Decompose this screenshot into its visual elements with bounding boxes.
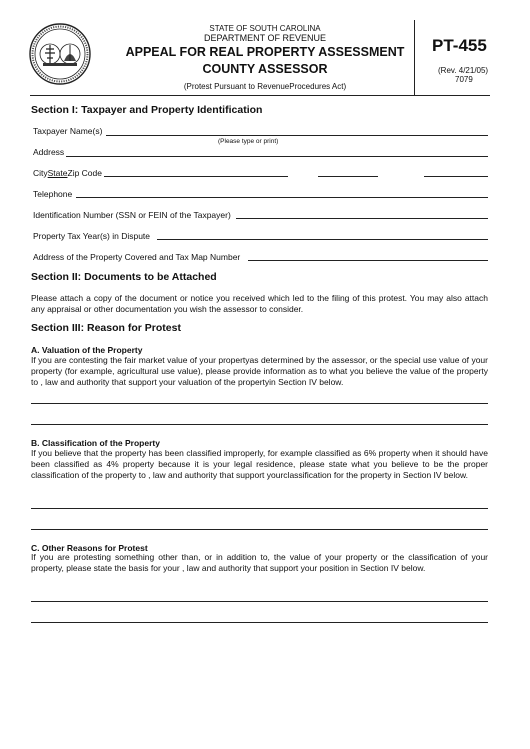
header-divider [414,20,415,96]
city-state-zip-label [33,168,102,178]
form-number: PT-455 [432,36,487,55]
taxpayer-names-label: Taxpayer Name(s) [33,126,103,136]
other-reasons-heading: C. Other Reasons for Protest [31,543,148,553]
property-address-label: Address of the Property Covered and Tax Map Number [33,252,241,262]
section2-heading: Section II: Documents to be Attached [31,271,217,283]
form-title [100,44,430,78]
section1-heading: Section I: Taxpayer and Property Identification [31,104,263,116]
telephone-field[interactable] [76,197,488,198]
identification-field[interactable] [236,218,488,219]
address-label: Address [33,147,65,157]
header-rule [30,95,490,96]
valuation-body: If you are contesting the fair market value of your propertyas determined by the assessor, or the special use value of your property (for example, agricultural use value), please provide information as to what you believe the value of the property to , law and authority that support your valuation of the propertyin Section IV below. [31,355,488,387]
tax-years-field[interactable] [157,239,488,240]
property-address-field[interactable] [248,260,488,261]
form-subtitle: (Protest Pursuant to RevenueProcedures Act) [183,82,347,91]
other-reasons-line-1[interactable] [31,601,488,602]
state-seal-icon [29,23,91,85]
form-code: 7079 [455,75,473,84]
state-field[interactable] [318,176,378,177]
classification-heading: B. Classification of the Property [31,438,160,448]
section3-heading: Section III: Reason for Protest [31,322,181,334]
revision-date: (Rev. 4/21/05) [438,66,489,75]
valuation-heading: A. Valuation of the Property [31,345,143,355]
department-name: DEPARTMENT OF REVENUE [203,33,327,43]
classification-body: If you believe that the property has been classified improperly, for example classified as 6% property when it should have been classified as 4% property because it is your legal residence, please state what you believe to be the proper classification of the property to , law and authority that support yourclassification for the property in Section IV below. [31,448,488,480]
section2-body: Please attach a copy of the document or notice you received which led to the filing of this protest. You may also attach any appraisal or other documentation you wish the assessor to consider. [31,293,488,314]
valuation-line-1[interactable] [31,403,488,404]
other-reasons-body: If you are protesting something other than, or in addition to, the value of your property or the classification of your property, please state the basis for your , law and authority that support your position in Section IV below. [31,552,488,573]
classification-line-2[interactable] [31,529,488,530]
state-label: State [47,168,68,178]
form-title-line2: COUNTY ASSESSOR [202,62,328,76]
valuation-line-2[interactable] [31,424,488,425]
tax-years-label: Property Tax Year(s) in Dispute [33,231,151,241]
other-reasons-line-2[interactable] [31,622,488,623]
city-field[interactable] [104,176,288,177]
taxpayer-names-field[interactable] [106,135,488,136]
city-label: City [33,168,48,178]
form-title-line1: APPEAL FOR REAL PROPERTY ASSESSMENT [125,45,405,59]
zip-field[interactable] [424,176,488,177]
print-hint: (Please type or print) [218,138,279,145]
telephone-label: Telephone [33,189,73,199]
classification-line-1[interactable] [31,508,488,509]
identification-label: Identification Number (SSN or FEIN of the Taxpayer) [33,210,231,220]
zip-label: Zip Code [67,168,102,178]
address-field[interactable] [66,156,488,157]
state-name: STATE OF SOUTH CAROLINA [209,24,321,33]
